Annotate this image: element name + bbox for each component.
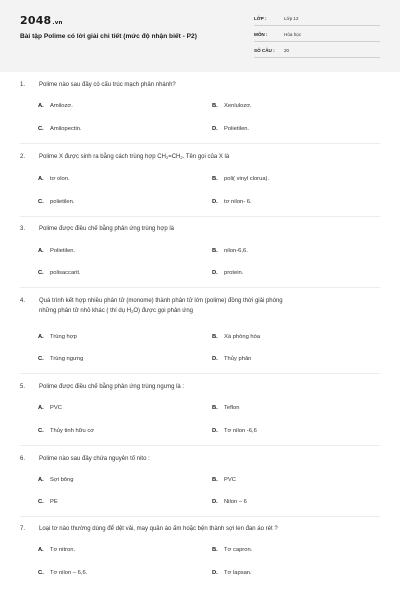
- q2-option-b[interactable]: [212, 176, 269, 182]
- q2-option-a[interactable]: [38, 176, 70, 182]
- divider: [20, 143, 380, 144]
- option-text: tơ nilon- 6.: [224, 199, 252, 205]
- q1-option-a[interactable]: [38, 103, 73, 109]
- option-letter: B.: [212, 477, 218, 483]
- question-number: 5.: [20, 384, 26, 390]
- brand-logo[interactable]: [20, 14, 63, 27]
- question-number: 4.: [20, 298, 26, 304]
- option-letter: D.: [212, 199, 218, 205]
- option-letter: D.: [212, 356, 218, 362]
- brand-suffix: .vn: [52, 20, 63, 26]
- q5-option-c[interactable]: [38, 428, 94, 434]
- option-text: Amilozơ.: [50, 103, 73, 109]
- option-letter: C.: [38, 570, 44, 576]
- question-number: 1.: [20, 82, 26, 88]
- question-text: Polime nào sau đây chứa nguyên tố nito :: [39, 456, 150, 462]
- option-letter: A.: [38, 103, 44, 109]
- question-text: Polime được điều chế bằng phản ứng trùng hợp là: [39, 226, 174, 232]
- q1-option-d[interactable]: [212, 126, 249, 132]
- q3-option-b[interactable]: [212, 248, 248, 254]
- option-text: Trùng ngưng: [50, 356, 84, 362]
- option-text: polietilen.: [50, 199, 75, 205]
- option-letter: B.: [212, 248, 218, 254]
- option-text: nilon-6,6.: [224, 248, 248, 254]
- option-letter: B.: [212, 103, 218, 109]
- brand-name: 2048: [20, 14, 52, 27]
- q7-option-a[interactable]: [38, 547, 75, 553]
- question-4: [20, 296, 382, 316]
- q2-option-c[interactable]: [38, 199, 75, 205]
- option-letter: D.: [212, 126, 218, 132]
- option-text: Xenlulozơ.: [224, 103, 252, 109]
- question-text: Polime được điều chế bằng phản ứng trùng ngưng là :: [39, 384, 185, 390]
- question-text: Polime nào sau đây có cấu trúc mạch phân nhánh?: [39, 82, 176, 88]
- divider: [20, 516, 380, 517]
- q1-option-b[interactable]: [212, 103, 252, 109]
- option-letter: C.: [38, 270, 44, 276]
- q7-option-b[interactable]: [212, 547, 252, 553]
- q6-option-a[interactable]: [38, 477, 73, 483]
- q1-option-c[interactable]: [38, 126, 82, 132]
- meta-count-label: SỐ CÂU :: [254, 48, 275, 53]
- divider: [20, 216, 380, 217]
- document-header: [0, 0, 400, 72]
- question-number: 7.: [20, 526, 26, 532]
- q4-option-c[interactable]: [38, 356, 83, 362]
- option-text: Polietilen.: [224, 126, 250, 132]
- option-text: Polietilen.: [50, 248, 76, 254]
- option-text: Trùng hợp: [50, 334, 77, 340]
- q2-option-d[interactable]: [212, 199, 252, 205]
- option-text: protein.: [224, 270, 244, 276]
- q5-option-d[interactable]: [212, 428, 257, 434]
- option-letter: A.: [38, 176, 44, 182]
- option-text: PE: [50, 499, 58, 505]
- meta-subject-label: MÔN :: [254, 32, 268, 37]
- document-title: Bài tập Polime có lời giải chi tiết (mức độ nhận biết - P2): [20, 33, 197, 40]
- q6-option-b[interactable]: [212, 477, 236, 483]
- q3-option-a[interactable]: [38, 248, 75, 254]
- q6-option-d[interactable]: [212, 499, 247, 505]
- meta-subject: [254, 29, 380, 42]
- option-letter: B.: [212, 547, 218, 553]
- option-letter: C.: [38, 199, 44, 205]
- q3-option-c[interactable]: [38, 270, 81, 276]
- option-text: tơ olon.: [50, 176, 70, 182]
- q5-option-b[interactable]: [212, 405, 239, 411]
- option-letter: A.: [38, 547, 44, 553]
- meta-class-value: Lớp 12: [284, 16, 299, 21]
- meta-subject-value: Hóa học: [284, 32, 302, 37]
- question-text: Polime X được sinh ra bằng cách trùng hợp $CH_2=CH_2$. Tên gọi của X là: [39, 154, 230, 160]
- q7-option-c[interactable]: [38, 570, 87, 576]
- option-letter: C.: [38, 428, 44, 434]
- option-text: polisaccarit.: [50, 270, 81, 276]
- option-text: Sợi bông: [50, 477, 74, 483]
- option-letter: D.: [212, 428, 218, 434]
- option-text: Amilopectin.: [50, 126, 82, 132]
- divider: [20, 287, 380, 288]
- option-letter: D.: [212, 570, 218, 576]
- option-letter: A.: [38, 477, 44, 483]
- option-letter: B.: [212, 176, 218, 182]
- option-text: Tơ nilon -6,6: [224, 428, 257, 434]
- question-number: 2.: [20, 154, 26, 160]
- option-text: Tơ nilon – 6,6.: [50, 570, 88, 576]
- option-letter: A.: [38, 334, 44, 340]
- q4-option-d[interactable]: [212, 356, 251, 362]
- option-letter: C.: [38, 126, 44, 132]
- q3-option-d[interactable]: [212, 270, 243, 276]
- meta-count: [254, 45, 380, 58]
- meta-class: [254, 13, 380, 26]
- option-letter: C.: [38, 356, 44, 362]
- option-text: Xà phòng hóa: [224, 334, 261, 340]
- option-text: Thủy phân: [224, 356, 252, 362]
- question-text: Quá trình kết hợp nhiều phân tử (monome) thành phân tử lớn (polime) đồng thời giải phóng những phân tử nhỏ khác ( thí dụ $H_2O$) được gọi phản ứng: [39, 298, 283, 314]
- option-letter: D.: [212, 499, 218, 505]
- question-text: Loại tơ nào thường dùng để dệt vải, may quần áo ấm hoặc bện thành sợi len đan áo rét ?: [39, 526, 278, 532]
- option-text: Thủy tinh hữu cơ: [50, 428, 95, 434]
- q6-option-c[interactable]: [38, 499, 58, 505]
- option-letter: B.: [212, 334, 218, 340]
- option-text: Nilon – 6: [224, 499, 247, 505]
- question-number: 3.: [20, 226, 26, 232]
- option-text: Tơ capron.: [224, 547, 253, 553]
- option-letter: A.: [38, 248, 44, 254]
- option-text: Tơ lapsan.: [224, 570, 252, 576]
- divider: [20, 373, 380, 374]
- meta-count-value: 20: [284, 48, 290, 53]
- option-letter: C.: [38, 499, 44, 505]
- q4-option-a[interactable]: [38, 334, 77, 340]
- q4-option-b[interactable]: [212, 334, 260, 340]
- option-text: Teflon: [224, 405, 240, 411]
- option-text: poli( vinyl clorua).: [224, 176, 270, 182]
- question-number: 6.: [20, 456, 26, 462]
- option-letter: D.: [212, 270, 218, 276]
- option-text: PVC: [50, 405, 62, 411]
- meta-class-label: LỚP :: [254, 16, 267, 21]
- option-text: Tơ nitron.: [50, 547, 76, 553]
- option-text: PVC: [224, 477, 236, 483]
- q5-option-a[interactable]: [38, 405, 62, 411]
- option-letter: A.: [38, 405, 44, 411]
- divider: [20, 445, 380, 446]
- option-letter: B.: [212, 405, 218, 411]
- q7-option-d[interactable]: [212, 570, 252, 576]
